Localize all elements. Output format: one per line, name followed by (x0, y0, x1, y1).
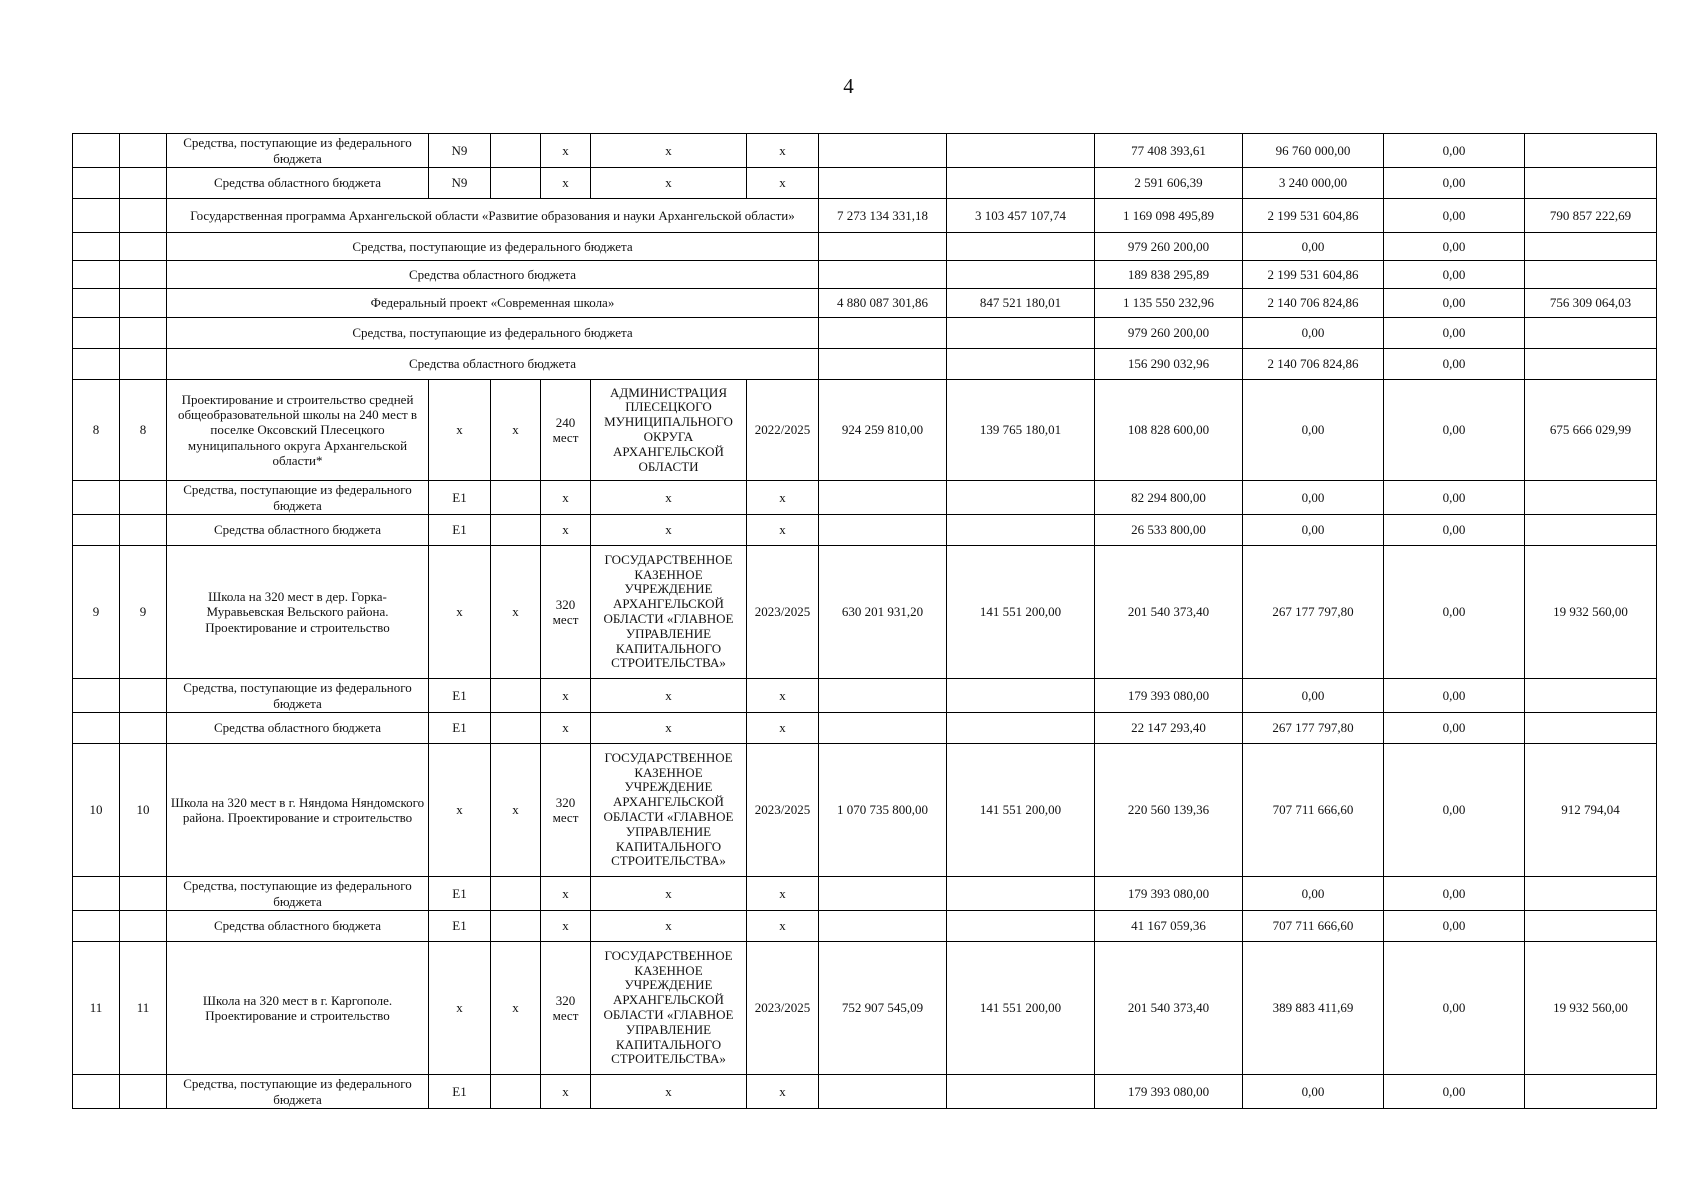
period-cell: x (747, 713, 819, 744)
row-number: 9 (73, 546, 120, 679)
amount-cell: 179 393 080,00 (1095, 877, 1243, 911)
object-title: Школа на 320 мест в г. Няндома Няндомского района. Проектирование и строительство (167, 744, 429, 877)
table-row (73, 515, 1657, 546)
table-row (73, 713, 1657, 744)
amount-cell: 141 551 200,00 (947, 546, 1095, 679)
row-number (73, 877, 120, 911)
table-row (73, 546, 1657, 679)
amount-cell: 675 666 029,99 (1525, 380, 1657, 481)
table-row (73, 233, 1657, 261)
amount-cell (1525, 679, 1657, 713)
amount-cell: 756 309 064,03 (1525, 289, 1657, 318)
row-number (73, 289, 120, 318)
amount-cell: 0,00 (1243, 380, 1384, 481)
amount-cell (819, 679, 947, 713)
row-number (73, 481, 120, 515)
table-row (73, 199, 1657, 233)
amount-cell (819, 261, 947, 289)
capacity-cell: x (541, 1075, 591, 1109)
organization-cell: x (591, 515, 747, 546)
item-number (120, 481, 167, 515)
row-number (73, 1075, 120, 1109)
amount-cell: 0,00 (1384, 877, 1525, 911)
amount-cell (819, 233, 947, 261)
amount-cell: 0,00 (1384, 515, 1525, 546)
capacity-cell: x (541, 481, 591, 515)
organization-cell: x (591, 877, 747, 911)
amount-cell: 389 883 411,69 (1243, 942, 1384, 1075)
amount-cell: 41 167 059,36 (1095, 911, 1243, 942)
row-number (73, 515, 120, 546)
row-number: 8 (73, 380, 120, 481)
row-number (73, 911, 120, 942)
amount-cell: 1 135 550 232,96 (1095, 289, 1243, 318)
amount-cell: 0,00 (1384, 481, 1525, 515)
row-number (73, 199, 120, 233)
row-number (73, 318, 120, 349)
amount-cell (1525, 877, 1657, 911)
row-title: Средства областного бюджета (167, 515, 429, 546)
table-row (73, 380, 1657, 481)
code-cell: E1 (429, 911, 491, 942)
amount-cell: 0,00 (1384, 546, 1525, 679)
amount-cell (947, 318, 1095, 349)
amount-cell (819, 1075, 947, 1109)
amount-cell: 3 103 457 107,74 (947, 199, 1095, 233)
code-cell (491, 679, 541, 713)
code-cell: E1 (429, 679, 491, 713)
amount-cell: 96 760 000,00 (1243, 134, 1384, 168)
amount-cell (819, 911, 947, 942)
code-cell: N9 (429, 134, 491, 168)
row-number (73, 349, 120, 380)
amount-cell: 752 907 545,09 (819, 942, 947, 1075)
amount-cell (819, 877, 947, 911)
amount-cell: 2 140 706 824,86 (1243, 289, 1384, 318)
amount-cell: 0,00 (1384, 1075, 1525, 1109)
amount-cell (1525, 515, 1657, 546)
amount-cell: 26 533 800,00 (1095, 515, 1243, 546)
code-cell: x (491, 942, 541, 1075)
row-number (73, 713, 120, 744)
code-cell: N9 (429, 168, 491, 199)
amount-cell: 0,00 (1384, 911, 1525, 942)
code-cell: E1 (429, 1075, 491, 1109)
row-title: Средства областного бюджета (167, 349, 819, 380)
row-title: Средства, поступающие из федерального бюджета (167, 134, 429, 168)
amount-cell: 139 765 180,01 (947, 380, 1095, 481)
code-cell: E1 (429, 713, 491, 744)
amount-cell (1525, 168, 1657, 199)
amount-cell: 0,00 (1384, 349, 1525, 380)
row-number (73, 679, 120, 713)
table-row (73, 289, 1657, 318)
organization-cell: x (591, 168, 747, 199)
amount-cell: 0,00 (1243, 679, 1384, 713)
item-number (120, 515, 167, 546)
row-number (73, 261, 120, 289)
period-cell: x (747, 911, 819, 942)
code-cell: x (491, 546, 541, 679)
table-row (73, 942, 1657, 1075)
amount-cell (947, 233, 1095, 261)
amount-cell: 707 711 666,60 (1243, 744, 1384, 877)
table-row (73, 1075, 1657, 1109)
organization-cell: ГОСУДАРСТВЕННОЕ КАЗЕННОЕ УЧРЕЖДЕНИЕ АРХАНГЕЛЬСКОЙ ОБЛАСТИ «ГЛАВНОЕ УПРАВЛЕНИЕ КАПИТАЛЬНОГО СТРОИТЕЛЬСТВА» (591, 744, 747, 877)
amount-cell: 790 857 222,69 (1525, 199, 1657, 233)
item-number (120, 1075, 167, 1109)
amount-cell (947, 349, 1095, 380)
item-number (120, 289, 167, 318)
amount-cell: 201 540 373,40 (1095, 546, 1243, 679)
code-cell (491, 134, 541, 168)
object-title: Проектирование и строительство средней общеобразовательной школы на 240 мест в поселке Оксовский Плесецкого муниципального округа Архангельской области* (167, 380, 429, 481)
period-cell: x (747, 515, 819, 546)
amount-cell (819, 713, 947, 744)
amount-cell (947, 679, 1095, 713)
amount-cell (1525, 233, 1657, 261)
row-title: Средства областного бюджета (167, 911, 429, 942)
amount-cell (1525, 481, 1657, 515)
period-cell: x (747, 481, 819, 515)
amount-cell (1525, 134, 1657, 168)
amount-cell: 847 521 180,01 (947, 289, 1095, 318)
capacity-cell: 320 мест (541, 942, 591, 1075)
amount-cell: 2 199 531 604,86 (1243, 261, 1384, 289)
period-cell: x (747, 134, 819, 168)
amount-cell: 1 070 735 800,00 (819, 744, 947, 877)
amount-cell (819, 168, 947, 199)
row-title: Средства, поступающие из федерального бюджета (167, 481, 429, 515)
period-cell: 2022/2025 (747, 380, 819, 481)
amount-cell: 19 932 560,00 (1525, 942, 1657, 1075)
code-cell: x (491, 744, 541, 877)
table-row (73, 261, 1657, 289)
amount-cell: 0,00 (1384, 261, 1525, 289)
amount-cell: 141 551 200,00 (947, 942, 1095, 1075)
object-title: Школа на 320 мест в г. Каргополе. Проектирование и строительство (167, 942, 429, 1075)
code-cell (491, 911, 541, 942)
amount-cell: 630 201 931,20 (819, 546, 947, 679)
item-number (120, 877, 167, 911)
amount-cell: 2 199 531 604,86 (1243, 199, 1384, 233)
amount-cell: 0,00 (1384, 289, 1525, 318)
amount-cell: 0,00 (1384, 679, 1525, 713)
amount-cell (947, 1075, 1095, 1109)
amount-cell (1525, 261, 1657, 289)
amount-cell: 0,00 (1384, 713, 1525, 744)
amount-cell: 77 408 393,61 (1095, 134, 1243, 168)
row-title: Средства областного бюджета (167, 713, 429, 744)
row-number: 11 (73, 942, 120, 1075)
period-cell: 2023/2025 (747, 744, 819, 877)
code-cell: x (429, 744, 491, 877)
capacity-cell: x (541, 713, 591, 744)
item-number (120, 318, 167, 349)
amount-cell (1525, 318, 1657, 349)
code-cell (491, 713, 541, 744)
amount-cell: 19 932 560,00 (1525, 546, 1657, 679)
amount-cell (819, 134, 947, 168)
item-number: 8 (120, 380, 167, 481)
organization-cell: ГОСУДАРСТВЕННОЕ КАЗЕННОЕ УЧРЕЖДЕНИЕ АРХАНГЕЛЬСКОЙ ОБЛАСТИ «ГЛАВНОЕ УПРАВЛЕНИЕ КАПИТАЛЬНОГО СТРОИТЕЛЬСТВА» (591, 546, 747, 679)
item-number (120, 349, 167, 380)
code-cell (491, 515, 541, 546)
amount-cell: 179 393 080,00 (1095, 1075, 1243, 1109)
amount-cell: 82 294 800,00 (1095, 481, 1243, 515)
item-number (120, 199, 167, 233)
row-number: 10 (73, 744, 120, 877)
amount-cell (947, 481, 1095, 515)
amount-cell (1525, 349, 1657, 380)
code-cell: E1 (429, 481, 491, 515)
period-cell: x (747, 168, 819, 199)
amount-cell: 0,00 (1384, 380, 1525, 481)
amount-cell: 22 147 293,40 (1095, 713, 1243, 744)
capacity-cell: x (541, 911, 591, 942)
amount-cell (819, 349, 947, 380)
amount-cell: 0,00 (1243, 481, 1384, 515)
item-number (120, 261, 167, 289)
table-row (73, 679, 1657, 713)
amount-cell: 0,00 (1384, 134, 1525, 168)
amount-cell: 220 560 139,36 (1095, 744, 1243, 877)
amount-cell: 1 169 098 495,89 (1095, 199, 1243, 233)
row-number (73, 134, 120, 168)
code-cell: x (429, 380, 491, 481)
amount-cell (947, 877, 1095, 911)
amount-cell: 179 393 080,00 (1095, 679, 1243, 713)
amount-cell: 2 591 606,39 (1095, 168, 1243, 199)
item-number (120, 134, 167, 168)
organization-cell: x (591, 679, 747, 713)
amount-cell: 2 140 706 824,86 (1243, 349, 1384, 380)
table-row (73, 481, 1657, 515)
organization-cell: ГОСУДАРСТВЕННОЕ КАЗЕННОЕ УЧРЕЖДЕНИЕ АРХАНГЕЛЬСКОЙ ОБЛАСТИ «ГЛАВНОЕ УПРАВЛЕНИЕ КАПИТАЛЬНОГО СТРОИТЕЛЬСТВА» (591, 942, 747, 1075)
period-cell: 2023/2025 (747, 546, 819, 679)
budget-table (72, 133, 1657, 1109)
amount-cell: 0,00 (1384, 168, 1525, 199)
organization-cell: x (591, 481, 747, 515)
row-number (73, 233, 120, 261)
amount-cell: 707 711 666,60 (1243, 911, 1384, 942)
code-cell: x (429, 546, 491, 679)
project-title: Федеральный проект «Современная школа» (167, 289, 819, 318)
amount-cell: 979 260 200,00 (1095, 318, 1243, 349)
table-row (73, 911, 1657, 942)
capacity-cell: 320 мест (541, 546, 591, 679)
code-cell (491, 481, 541, 515)
amount-cell: 267 177 797,80 (1243, 546, 1384, 679)
amount-cell: 0,00 (1384, 318, 1525, 349)
row-number (73, 168, 120, 199)
capacity-cell: 320 мест (541, 744, 591, 877)
program-title: Государственная программа Архангельской области «Развитие образования и науки Архангельской области» (167, 199, 819, 233)
amount-cell: 0,00 (1243, 515, 1384, 546)
amount-cell: 267 177 797,80 (1243, 713, 1384, 744)
amount-cell (819, 515, 947, 546)
amount-cell (947, 134, 1095, 168)
organization-cell: АДМИНИСТРАЦИЯ ПЛЕСЕЦКОГО МУНИЦИПАЛЬНОГО ОКРУГА АРХАНГЕЛЬСКОЙ ОБЛАСТИ (591, 380, 747, 481)
organization-cell: x (591, 713, 747, 744)
code-cell: E1 (429, 877, 491, 911)
row-title: Средства областного бюджета (167, 261, 819, 289)
table-row (73, 134, 1657, 168)
amount-cell (947, 713, 1095, 744)
item-number: 11 (120, 942, 167, 1075)
amount-cell (947, 261, 1095, 289)
amount-cell: 0,00 (1243, 877, 1384, 911)
item-number (120, 679, 167, 713)
item-number (120, 233, 167, 261)
item-number: 9 (120, 546, 167, 679)
table-row (73, 744, 1657, 877)
code-cell: E1 (429, 515, 491, 546)
amount-cell (947, 515, 1095, 546)
amount-cell: 0,00 (1384, 233, 1525, 261)
item-number: 10 (120, 744, 167, 877)
capacity-cell: x (541, 877, 591, 911)
amount-cell: 0,00 (1384, 199, 1525, 233)
amount-cell: 156 290 032,96 (1095, 349, 1243, 380)
amount-cell (819, 318, 947, 349)
row-title: Средства, поступающие из федерального бюджета (167, 679, 429, 713)
code-cell (491, 877, 541, 911)
amount-cell (1525, 911, 1657, 942)
amount-cell: 3 240 000,00 (1243, 168, 1384, 199)
capacity-cell: 240 мест (541, 380, 591, 481)
code-cell (491, 168, 541, 199)
amount-cell (947, 168, 1095, 199)
item-number (120, 713, 167, 744)
item-number (120, 911, 167, 942)
period-cell: 2023/2025 (747, 942, 819, 1075)
amount-cell: 0,00 (1384, 744, 1525, 877)
table-row (73, 349, 1657, 380)
capacity-cell: x (541, 679, 591, 713)
amount-cell: 912 794,04 (1525, 744, 1657, 877)
period-cell: x (747, 679, 819, 713)
organization-cell: x (591, 1075, 747, 1109)
capacity-cell: x (541, 134, 591, 168)
organization-cell: x (591, 911, 747, 942)
row-title: Средства, поступающие из федерального бюджета (167, 233, 819, 261)
amount-cell: 0,00 (1243, 318, 1384, 349)
period-cell: x (747, 1075, 819, 1109)
table-row (73, 877, 1657, 911)
amount-cell: 7 273 134 331,18 (819, 199, 947, 233)
code-cell: x (429, 942, 491, 1075)
amount-cell (1525, 1075, 1657, 1109)
amount-cell: 189 838 295,89 (1095, 261, 1243, 289)
row-title: Средства, поступающие из федерального бюджета (167, 877, 429, 911)
table-row (73, 168, 1657, 199)
organization-cell: x (591, 134, 747, 168)
amount-cell: 924 259 810,00 (819, 380, 947, 481)
amount-cell: 108 828 600,00 (1095, 380, 1243, 481)
period-cell: x (747, 877, 819, 911)
row-title: Средства, поступающие из федерального бюджета (167, 1075, 429, 1109)
amount-cell: 0,00 (1243, 1075, 1384, 1109)
amount-cell: 0,00 (1384, 942, 1525, 1075)
item-number (120, 168, 167, 199)
code-cell (491, 1075, 541, 1109)
object-title: Школа на 320 мест в дер. Горка-Муравьевская Вельского района. Проектирование и строительство (167, 546, 429, 679)
capacity-cell: x (541, 515, 591, 546)
amount-cell: 4 880 087 301,86 (819, 289, 947, 318)
amount-cell (947, 911, 1095, 942)
capacity-cell: x (541, 168, 591, 199)
row-title: Средства областного бюджета (167, 168, 429, 199)
row-title: Средства, поступающие из федерального бюджета (167, 318, 819, 349)
table-row (73, 318, 1657, 349)
amount-cell (1525, 713, 1657, 744)
amount-cell: 141 551 200,00 (947, 744, 1095, 877)
amount-cell: 0,00 (1243, 233, 1384, 261)
amount-cell: 201 540 373,40 (1095, 942, 1243, 1075)
amount-cell (819, 481, 947, 515)
page-number: 4 (843, 74, 854, 98)
code-cell: x (491, 380, 541, 481)
amount-cell: 979 260 200,00 (1095, 233, 1243, 261)
